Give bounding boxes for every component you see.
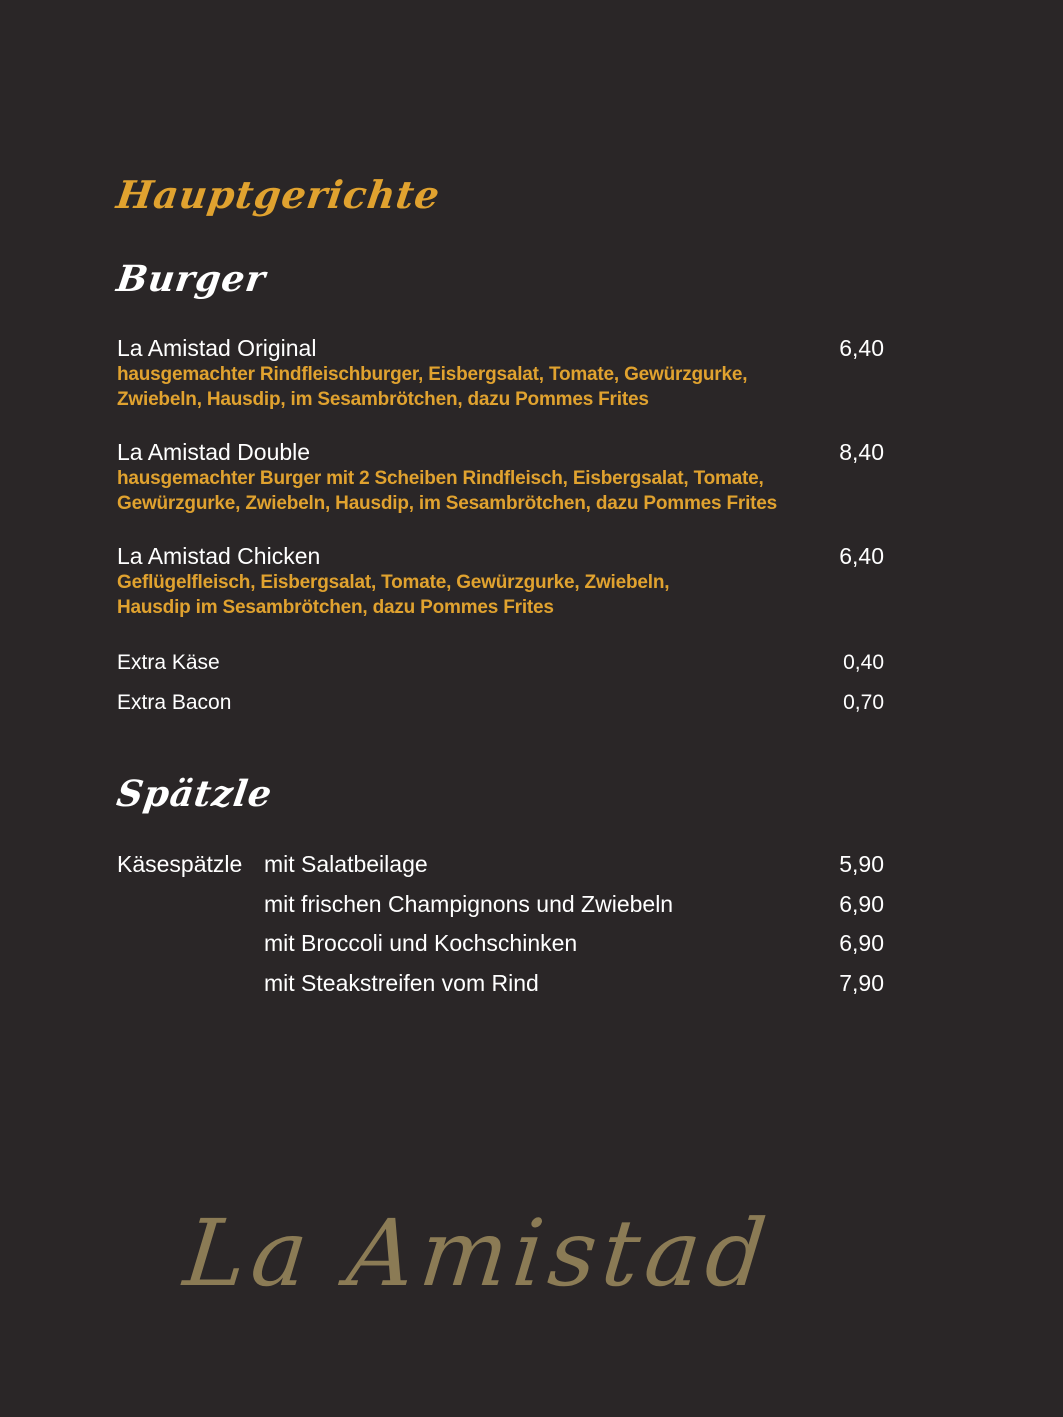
menu-item-la-amistad-double [117, 438, 884, 516]
item-name: La Amistad Original [117, 335, 317, 361]
item-description-line: Hausdip im Sesambrötchen, dazu Pommes Frites [117, 597, 554, 618]
section-title-spaetzle: Spätzle [114, 773, 276, 815]
item-name: La Amistad Double [117, 439, 311, 465]
extra-name: Extra Käse [117, 651, 220, 674]
extra-item-bacon [117, 689, 884, 717]
item-description-line: hausgemachter Burger mit 2 Scheiben Rindfleisch, Eisbergsalat, Tomate, [117, 468, 764, 489]
spaetzle-label: Käsespätzle [117, 851, 243, 877]
item-name: La Amistad Chicken [117, 543, 321, 569]
spaetzle-option [117, 890, 884, 918]
spaetzle-option [117, 929, 884, 957]
extra-item-kaese [117, 649, 884, 677]
spaetzle-option-text: mit Salatbeilage [264, 851, 428, 877]
menu-item-la-amistad-original [117, 334, 884, 412]
spaetzle-option-text: mit frischen Champignons und Zwiebeln [264, 891, 674, 917]
spaetzle-option-price: 6,90 [839, 891, 884, 917]
spaetzle-option-price: 5,90 [839, 851, 884, 877]
spaetzle-option-price: 7,90 [839, 970, 884, 996]
spaetzle-option-text: mit Steakstreifen vom Rind [264, 970, 539, 996]
spaetzle-option [117, 969, 884, 997]
spaetzle-option-price: 6,90 [839, 930, 884, 956]
extra-name: Extra Bacon [117, 691, 232, 714]
item-description-line: hausgemachter Rindfleischburger, Eisbergsalat, Tomate, Gewürzgurke, [117, 364, 748, 385]
item-price: 8,40 [839, 439, 884, 465]
page-title: Hauptgerichte [113, 172, 444, 217]
item-description-line: Zwiebeln, Hausdip, im Sesambrötchen, dazu Pommes Frites [117, 389, 649, 410]
extra-price: 0,40 [843, 651, 884, 674]
extra-price: 0,70 [843, 691, 884, 714]
item-price: 6,40 [839, 335, 884, 361]
menu-item-la-amistad-chicken [117, 542, 884, 620]
section-title-burger: Burger [114, 258, 269, 300]
item-price: 6,40 [839, 543, 884, 569]
item-description-line: Gewürzgurke, Zwiebeln, Hausdip, im Sesambrötchen, dazu Pommes Frites [117, 493, 778, 514]
item-description-line: Geflügelfleisch, Eisbergsalat, Tomate, Gewürzgurke, Zwiebeln, [117, 572, 670, 593]
spaetzle-option [117, 850, 884, 878]
restaurant-logo: La Amistad [179, 1200, 777, 1307]
spaetzle-option-text: mit Broccoli und Kochschinken [264, 930, 578, 956]
